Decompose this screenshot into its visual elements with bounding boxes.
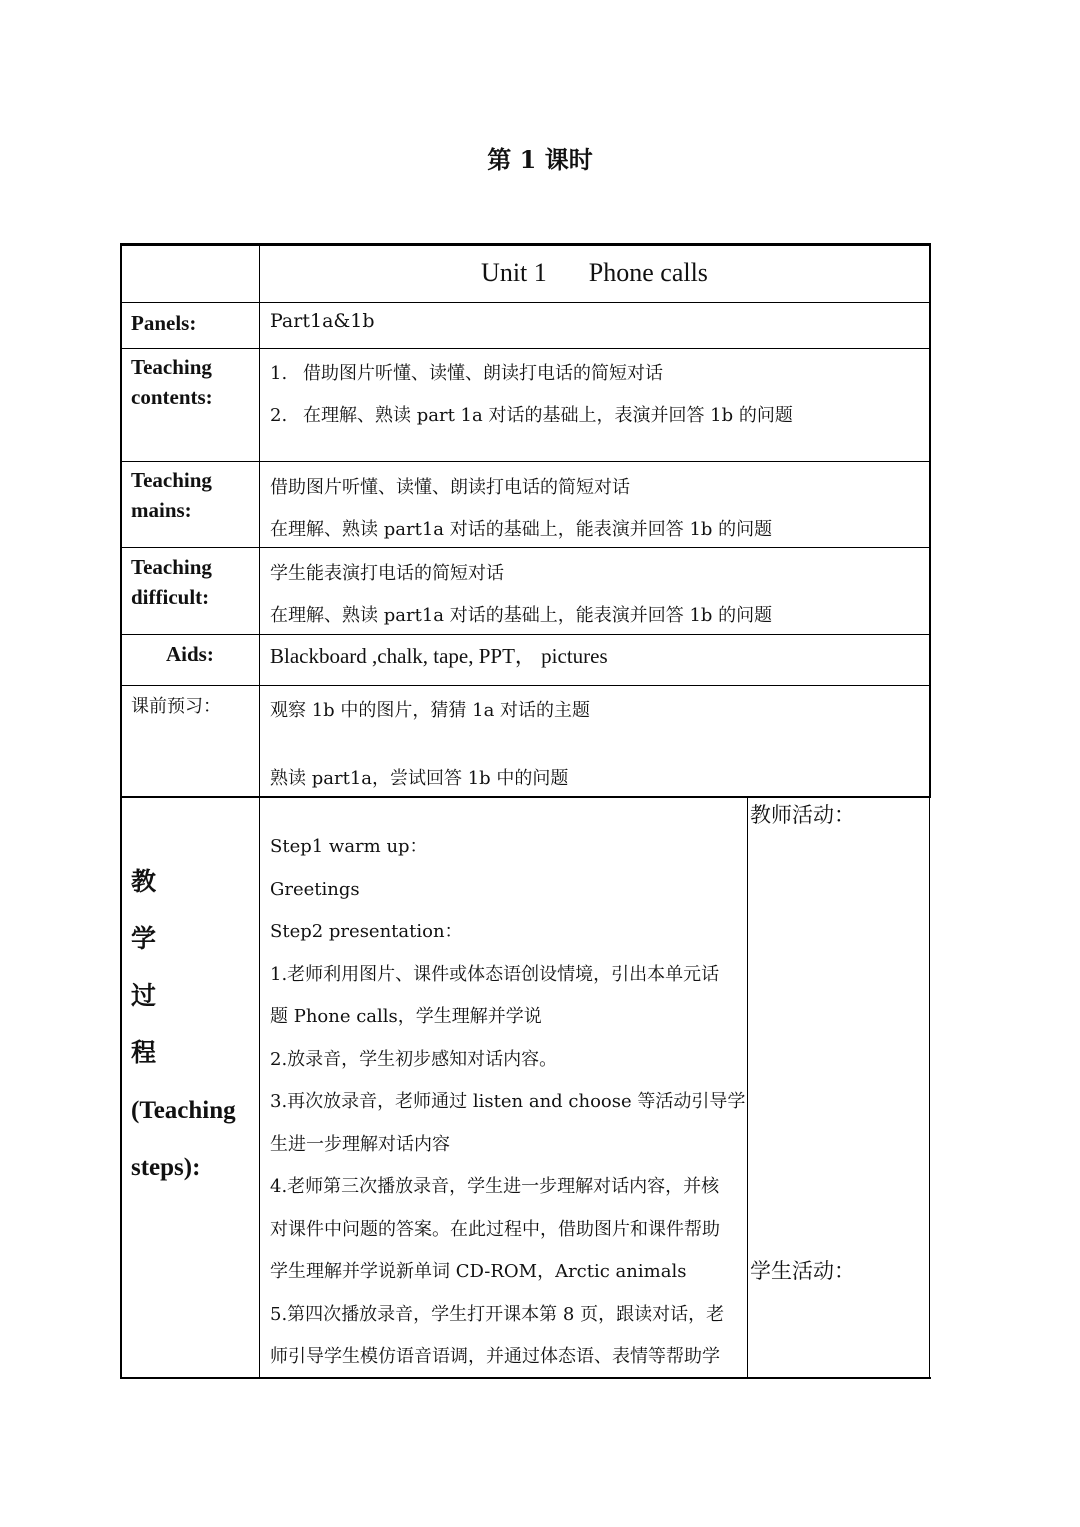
row-line bbox=[120, 796, 931, 798]
label-line: Teaching bbox=[131, 355, 212, 379]
step-line: 3.再次放录音，老师通过 listen and choose 等活动引导学 bbox=[270, 1091, 746, 1112]
process-label bbox=[131, 854, 236, 1196]
preview-line: 熟读 part1a，尝试回答 1b 中的问题 bbox=[270, 768, 569, 789]
teacher-activity-label: 教师活动： bbox=[750, 803, 855, 827]
label-line: Teaching bbox=[131, 468, 212, 492]
process-label-char: 过 bbox=[131, 983, 157, 1010]
panels-label: Panels: bbox=[131, 311, 197, 335]
teaching-mains-label bbox=[131, 465, 212, 525]
row-line bbox=[120, 547, 931, 548]
aids-value: Blackboard ,chalk, tape, PPT， pictures bbox=[270, 644, 608, 668]
teaching-contents-label bbox=[131, 352, 213, 412]
table-border-right-upper bbox=[929, 243, 931, 798]
step-line: 5.第四次播放录音，学生打开课本第 8 页，跟读对话，老 bbox=[270, 1303, 725, 1325]
teaching-mains-line: 借助图片听懂、读懂、朗读打电话的简短对话 bbox=[270, 477, 630, 498]
step-line: Greetings bbox=[270, 878, 360, 900]
preview-line: 观察 1b 中的图片，猜猜 1a 对话的主题 bbox=[270, 700, 591, 721]
process-label-char: 程 bbox=[131, 1040, 157, 1067]
step-line: 2.放录音，学生初步感知对话内容。 bbox=[270, 1048, 558, 1070]
step-line: 1.老师利用图片、课件或体态语创设情境，引出本单元话 bbox=[270, 963, 720, 985]
process-label-char: 学 bbox=[131, 926, 157, 953]
process-steps bbox=[270, 826, 745, 1379]
item-number: 1. bbox=[270, 363, 288, 384]
student-activity-label: 学生活动： bbox=[750, 1259, 855, 1283]
preview-label: 课前预习： bbox=[131, 696, 221, 717]
step-line: Step1 warm up： bbox=[270, 836, 428, 857]
teaching-difficult-line: 在理解、熟读 part1a 对话的基础上，能表演并回答 1b 的问题 bbox=[270, 605, 773, 626]
unit-name: Phone calls bbox=[588, 258, 708, 287]
unit-heading bbox=[260, 258, 929, 288]
step-line: Step2 presentation： bbox=[270, 921, 463, 942]
teaching-contents-item bbox=[270, 401, 793, 427]
step-line: 4.老师第三次播放录音，学生进一步理解对话内容，并核 bbox=[270, 1176, 720, 1197]
step-line: 对课件中问题的答案。在此过程中，借助图片和课件帮助 bbox=[270, 1218, 720, 1240]
teaching-contents-item bbox=[270, 359, 663, 385]
table-divider-activity bbox=[747, 797, 748, 1379]
step-line: 学生理解并学说新单词 CD-ROM，Arctic animals bbox=[270, 1261, 687, 1282]
row-line bbox=[120, 302, 931, 303]
unit-label: Unit 1 bbox=[481, 258, 547, 287]
panels-value: Part1a&1b bbox=[270, 310, 375, 332]
table-border-top bbox=[120, 243, 931, 246]
step-line: 生进一步理解对话内容 bbox=[270, 1133, 450, 1155]
row-line bbox=[120, 685, 931, 686]
teaching-difficult-line: 学生能表演打电话的简短对话 bbox=[270, 563, 504, 584]
step-line: 题 Phone calls，学生理解并学说 bbox=[270, 1006, 542, 1027]
table-divider-label bbox=[259, 243, 260, 1379]
aids-label: Aids: bbox=[166, 642, 214, 666]
row-line bbox=[120, 461, 931, 462]
process-label-char: 教 bbox=[131, 869, 157, 896]
label-line: difficult: bbox=[131, 585, 210, 609]
item-number: 2. bbox=[270, 405, 288, 426]
process-label-char: steps): bbox=[131, 1154, 201, 1181]
step-line: 师引导学生模仿语音语调，并通过体态语、表情等帮助学 bbox=[270, 1346, 720, 1367]
teaching-difficult-label bbox=[131, 552, 212, 612]
teaching-mains-line: 在理解、熟读 part1a 对话的基础上，能表演并回答 1b 的问题 bbox=[270, 519, 773, 540]
page-title: 第 1 课时 bbox=[487, 145, 593, 174]
table-border-left bbox=[120, 243, 122, 1379]
label-line: Teaching bbox=[131, 555, 212, 579]
label-line: contents: bbox=[131, 385, 213, 409]
label-line: mains: bbox=[131, 498, 192, 522]
row-line bbox=[120, 348, 931, 349]
item-text: 在理解、熟读 part 1a 对话的基础上，表演并回答 1b 的问题 bbox=[303, 405, 793, 426]
row-line bbox=[120, 634, 931, 635]
item-text: 借助图片听懂、读懂、朗读打电话的简短对话 bbox=[303, 363, 663, 384]
process-label-char: (Teaching bbox=[131, 1097, 236, 1124]
table-border-right-lower bbox=[929, 797, 930, 1379]
